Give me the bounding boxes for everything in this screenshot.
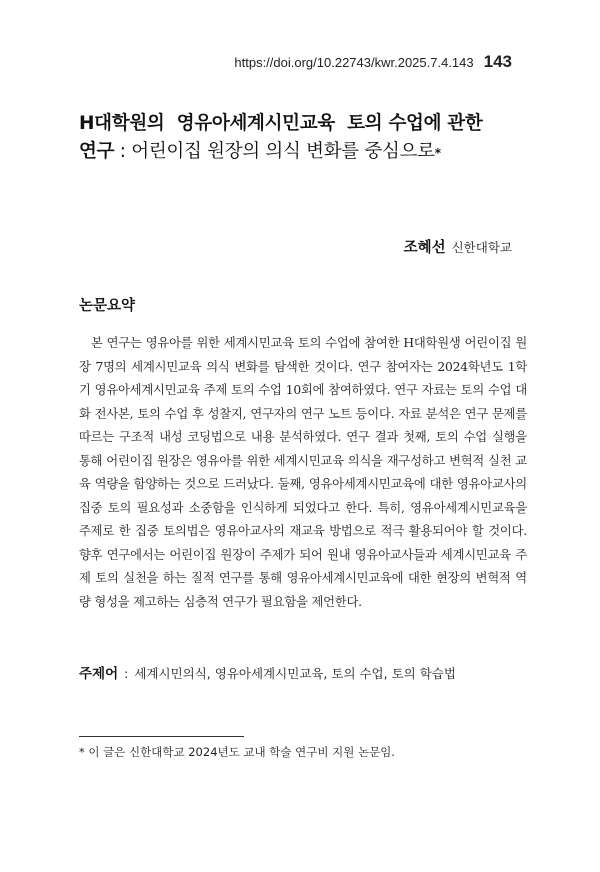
title-line-1: H대학원의 영유아세계시민교육 토의 수업에 관한 (79, 113, 483, 134)
title-separator: : (114, 141, 132, 162)
keywords-separator: : (124, 666, 129, 681)
footnote-marker: * (434, 146, 441, 160)
footnote-divider (79, 736, 244, 737)
author-block (404, 236, 512, 257)
abstract-heading: 논문요약 (79, 298, 136, 314)
title-line-2 (79, 138, 539, 167)
page-header (234, 52, 512, 72)
keywords-block (79, 662, 527, 682)
footnote: * 이 글은 신한대학교 2024년도 교내 학술 연구비 지원 논문임. (79, 745, 395, 759)
doi-link[interactable]: https://doi.org/10.22743/kwr.2025.7.4.143 (234, 55, 474, 70)
page-number: 143 (483, 52, 512, 71)
abstract-body: 본 연구는 영유아를 위한 세계시민교육 토의 수업에 참여한 H대학원생 어린이집 원장 7명의 세계시민교육 의식 변화를 탐색한 것이다. 연구 참여자는 2024학년도 1학기 영유아세계시민교육 주제 토의 수업 10회에 참여하였다. 연구 자료는 토의 수업 대화 전사본, 토의 수업 후 성찰지, 연구자의 연구 노트 등이다. 자료 분석은 연구 문제를 따르는 구조적 내성 코딩법으로 내용 분석하였다. 연구 결과 첫째, 토의 수업 실행을 통해 어린이집 원장은 영유아를 위한 세계시민교육 의식을 재구성하고 변혁적 실천 교육 역량을 함양하는 것으로 드러났다. 둘째, 영유아세계시민교육에 대한 영유아교사의 집중 토의 필요성과 소중함을 인식하게 되었다고 한다. 특히, 영유아세계시민교육을 주제로 한 집중 토의법은 영유아교사의 재교육 방법으로 적극 활용되어야 할 것이다. 향후 연구에서는 어린이집 원장이 주제가 되어 원내 영유아교사들과 세계시민교육 주제 토의 실천을 하는 질적 연구를 통해 영유아세계시민교육에 대한 현장의 변혁적 역량 형성을 제고하는 심층적 연구가 필요함을 제언한다. (79, 336, 527, 609)
keywords-label: 주제어 (79, 666, 119, 682)
keywords-text: 세계시민의식, 영유아세계시민교육, 토의 수업, 토의 학습법 (134, 666, 456, 681)
title-main-word: 연구 (79, 141, 115, 162)
author-affiliation: 신한대학교 (451, 240, 512, 255)
paper-subtitle: 어린이집 원장의 의식 변화를 중심으로 (131, 141, 435, 162)
paper-title (79, 110, 539, 167)
author-name: 조혜선 (403, 240, 446, 256)
